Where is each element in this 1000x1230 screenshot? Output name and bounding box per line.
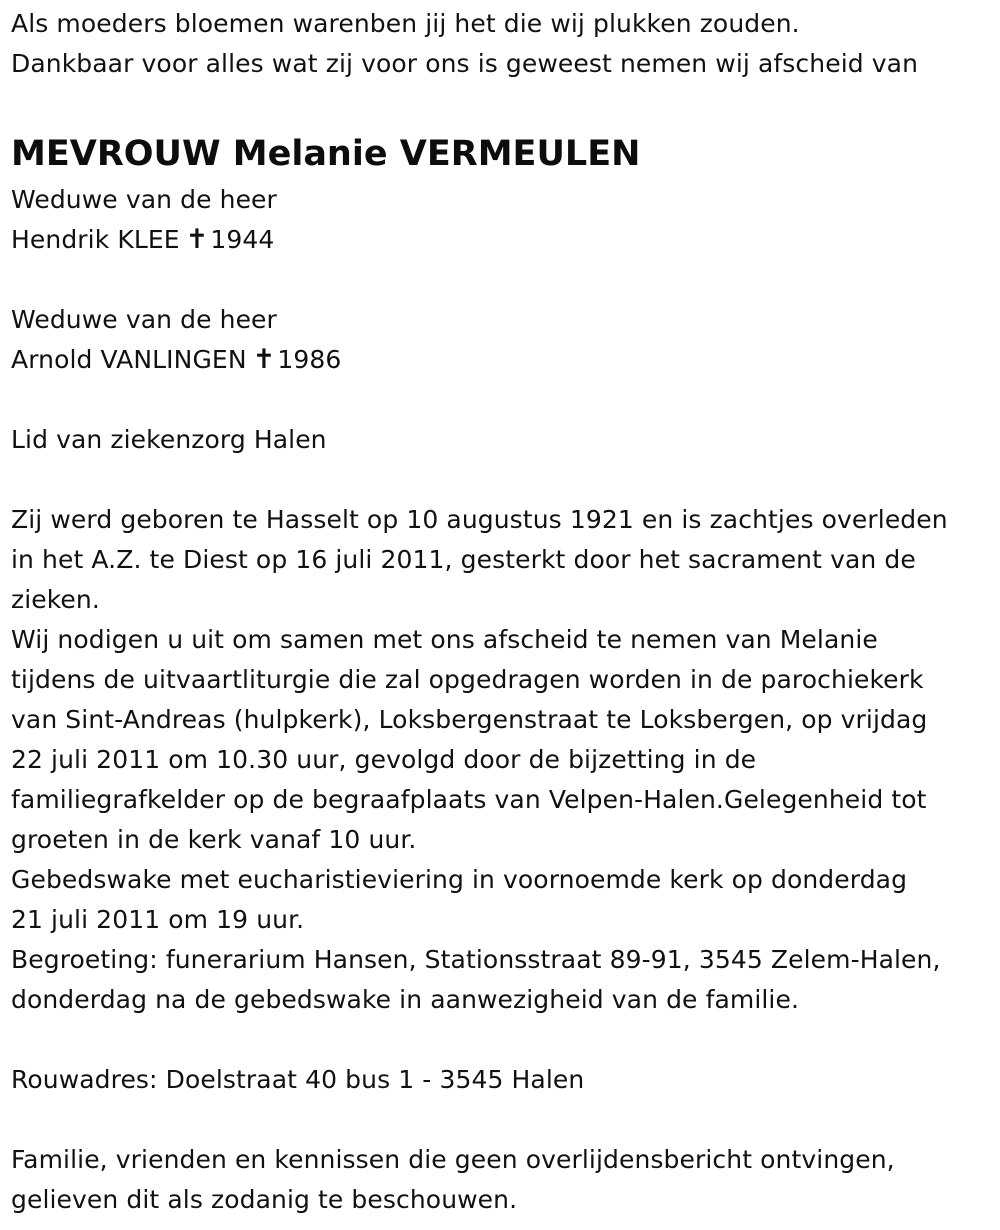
spouse-2-name: Arnold VANLINGEN xyxy=(11,345,247,374)
greeting-line-1: Begroeting: funerarium Hansen, Stationsstraat 89-91, 3545 Zelem-Halen, xyxy=(11,945,941,974)
closing-line-2: gelieven dit als zodanig te beschouwen. xyxy=(11,1185,518,1214)
funeral-line-5: familiegrafkelder op de begraafplaats van Velpen-Halen.Gelegenheid tot xyxy=(11,785,927,814)
spouse-1-name: Hendrik KLEE xyxy=(11,225,180,254)
spacer xyxy=(11,1020,996,1060)
birth-line-1: Zij werd geboren te Hasselt op 10 augustus 1921 en is zachtjes overleden xyxy=(11,505,948,534)
deceased-name-heading xyxy=(11,128,996,180)
cross-icon: ✝ xyxy=(252,344,276,375)
membership-text: Lid van ziekenzorg Halen xyxy=(11,425,327,454)
birth-line-2: in het A.Z. te Diest op 16 juli 2011, gesterkt door het sacrament van de xyxy=(11,545,916,574)
greeting-line-2: donderdag na de gebedswake in aanwezigheid van de familie. xyxy=(11,985,800,1014)
spacer xyxy=(11,460,996,500)
deceased-firstname: Melanie xyxy=(232,134,388,174)
deceased-lastname: VERMEULEN xyxy=(399,134,641,174)
deceased-title: MEVROUW xyxy=(11,134,221,174)
funeral-line-2: tijdens de uitvaartliturgie die zal opgedragen worden in de parochiekerk xyxy=(11,665,924,694)
funeral-line-1: Wij nodigen u uit om samen met ons afscheid te nemen van Melanie xyxy=(11,625,878,654)
cross-icon: ✝ xyxy=(185,224,209,255)
spouse-1-year: 1944 xyxy=(210,225,275,254)
closing-line-1: Familie, vrienden en kennissen die geen overlijdensbericht ontvingen, xyxy=(11,1145,895,1174)
mourning-address: Rouwadres: Doelstraat 40 bus 1 - 3545 Halen xyxy=(11,1065,585,1094)
spacer xyxy=(11,1100,996,1140)
spacer xyxy=(11,84,996,128)
intro-line-1: Als moeders bloemen warenben jij het die wij plukken zouden. xyxy=(11,9,800,38)
spouse-2-name-line xyxy=(11,340,996,380)
birth-line-3: zieken. xyxy=(11,585,100,614)
intro-line-2: Dankbaar voor alles wat zij voor ons is geweest nemen wij afscheid van xyxy=(11,49,919,78)
spouse-1-name-line xyxy=(11,220,996,260)
spouse-1-label: Weduwe van de heer xyxy=(11,185,277,214)
obituary-document xyxy=(11,4,996,1220)
spouse-2-label: Weduwe van de heer xyxy=(11,305,277,334)
spacer xyxy=(11,380,996,420)
funeral-line-6: groeten in de kerk vanaf 10 uur. xyxy=(11,825,417,854)
wake-line-1: Gebedswake met eucharistieviering in voornoemde kerk op donderdag xyxy=(11,865,908,894)
funeral-line-4: 22 juli 2011 om 10.30 uur, gevolgd door de bijzetting in de xyxy=(11,745,757,774)
spouse-2-year: 1986 xyxy=(277,345,342,374)
funeral-line-3: van Sint-Andreas (hulpkerk), Loksbergenstraat te Loksbergen, op vrijdag xyxy=(11,705,928,734)
spacer xyxy=(11,260,996,300)
wake-line-2: 21 juli 2011 om 19 uur. xyxy=(11,905,305,934)
